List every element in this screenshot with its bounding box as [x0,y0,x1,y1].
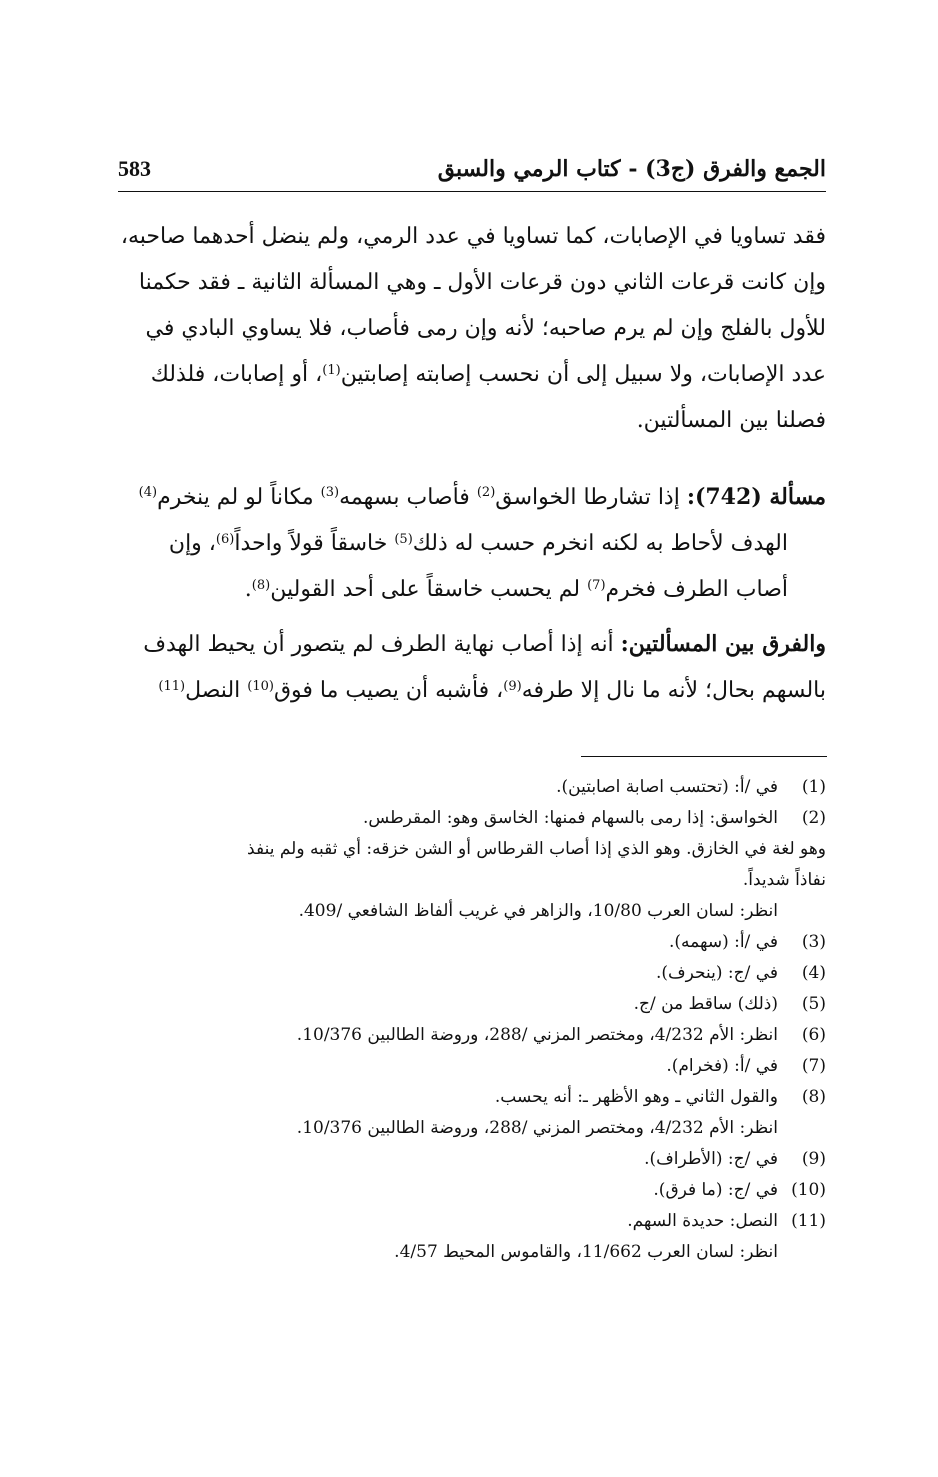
footnote-text: والقول الثاني ـ وهو الأظهر ـ: أنه يحسب. [494,1087,778,1107]
footnote-text: في /ج: (ما فرق). [653,1180,778,1200]
footnote-number: (4) [801,963,826,983]
footnote-item [180,1206,826,1237]
text-line: عدد الإصابات، ولا سبيل إلى أن نحسب إصابته إصابتين$^{(1)}$، أو إصابات، فلذلك [150,362,826,387]
footnote-text: في /ج: (الأطراف). [644,1149,778,1169]
paragraph-1 [118,214,826,444]
footnote-number: (11) [791,1211,826,1231]
footnote-text: في /أ: (سهمه). [669,932,778,952]
footnote-item [180,958,826,989]
page-number: 583 [118,156,151,181]
footnote-marker: (5) [394,532,413,547]
footnote-marker: (6) [215,532,235,547]
footnote-text: الخواسق: إذا رمى بالسهام فمنها: الخاسق وهو: المقرطس. [363,808,778,828]
footnote-item [180,772,826,803]
footnote-item [180,1144,826,1175]
footnote-marker: (1) [322,363,341,378]
difference-label: والفرق بين المسألتين: [620,631,826,657]
footnote-number: (9) [801,1149,826,1169]
footnote-item [180,803,826,834]
text-segment: إذا تشارطا الخواسق$^{(2)}$ فأصاب بسهمه$^{(3)}$ مكاناً لو لم ينخرم$^{(4)}$ [138,485,687,510]
main-text [118,214,826,714]
footnote-continuation: وهو لغة في الخازق. وهو الذي إذا أصاب القرطاس أو الشن خزقه: أي ثقبه ولم ينفذ [247,839,826,859]
footnote-text: في /أ: (تحتسب اصابة اصابتين). [556,777,778,797]
footnote-item [180,989,826,1020]
footnote-number: (7) [801,1056,826,1076]
footnote-text: في /أ: (فخرام). [666,1056,778,1076]
footnote-continuation: نفاذاً شديداً. [742,870,826,890]
footnote-marker: (2) [476,485,496,500]
footnote-text: النصل: حديدة السهم. [627,1211,778,1231]
text-line: فقد تساويا في الإصابات، كما تساويا في عدد الرمي، ولم ينضل أحدهما صاحبه، [120,224,826,249]
footnote-continuation: انظر: الأم 4/232، ومختصر المزني /288، وروضة الطالبين 10/376. [296,1118,778,1138]
footnote-item [180,927,826,958]
footnote-continuation: انظر: لسان العرب 11/662، والقاموس المحيط 4/57. [394,1242,778,1262]
footnote-item [180,1082,826,1113]
footnote-number: (2) [801,808,826,828]
footnote-item [180,1020,826,1051]
footnote-number: (10) [791,1180,826,1200]
footnote-text: انظر: الأم 4/232، ومختصر المزني /288، وروضة الطالبين 10/376. [296,1025,778,1045]
text-line: الهدف لأحاط به لكنه انخرم حسب له ذلك$^{(5)}$ خاسقاً قولاً واحداً$^{(6)}$، وإن [168,531,788,556]
text-line: وإن كانت قرعات الثاني دون قرعات الأول ـ وهي المسألة الثانية ـ فقد حكمنا [138,270,826,295]
text-segment: أنه إذا أصاب نهاية الطرف لم يتصور أن يحيط الهدف [143,632,621,657]
text-line: بالسهم بحال؛ لأنه ما نال إلا طرفه$^{(9)}$، فأشبه أن يصيب ما فوق$^{(10)}$ النصل$^{(11)}$ [158,678,826,703]
running-title: الجمع والفرق (ج3) - كتاب الرمي والسبق [437,156,826,182]
footnote-number: (1) [801,777,826,797]
footnote-marker: (7) [587,578,606,593]
paragraph-3 [118,621,826,714]
text-line [118,474,826,521]
text-line [118,621,826,668]
footnote-rule [581,756,827,757]
footnotes [180,772,826,1268]
footnote-marker: (8) [251,578,271,593]
header-rule [118,191,826,192]
footnote-number: (6) [801,1025,826,1045]
footnote-marker: (9) [503,679,522,694]
issue-label: مسألة (742): [686,484,826,510]
paragraph-2 [118,474,826,613]
footnote-item [180,1175,826,1206]
text-line: أصاب الطرف فخرم$^{(7)}$ لم يحسب خاسقاً على أحد القولين$^{(8)}$. [244,577,788,602]
text-line: فصلنا بين المسألتين. [636,408,826,433]
running-header [118,152,826,188]
footnote-marker: (11) [158,679,186,694]
footnote-number: (5) [801,994,826,1014]
footnote-text: (ذلك) ساقط من /ج. [633,994,778,1014]
footnote-marker: (3) [320,485,340,500]
footnote-number: (8) [801,1087,826,1107]
footnote-number: (3) [801,932,826,952]
footnote-continuation: انظر: لسان العرب 10/80، والزاهر في غريب ألفاظ الشافعي /409. [298,901,778,921]
footnote-marker: (10) [247,679,274,694]
text-line: للأول بالفلج وإن لم يرم صاحبه؛ لأنه وإن رمى فأصاب، فلا يساوي البادي في [145,316,826,341]
footnote-text: في /ج: (ينحرف). [655,963,778,983]
footnote-item [180,1051,826,1082]
footnote-marker: (4) [138,485,158,500]
